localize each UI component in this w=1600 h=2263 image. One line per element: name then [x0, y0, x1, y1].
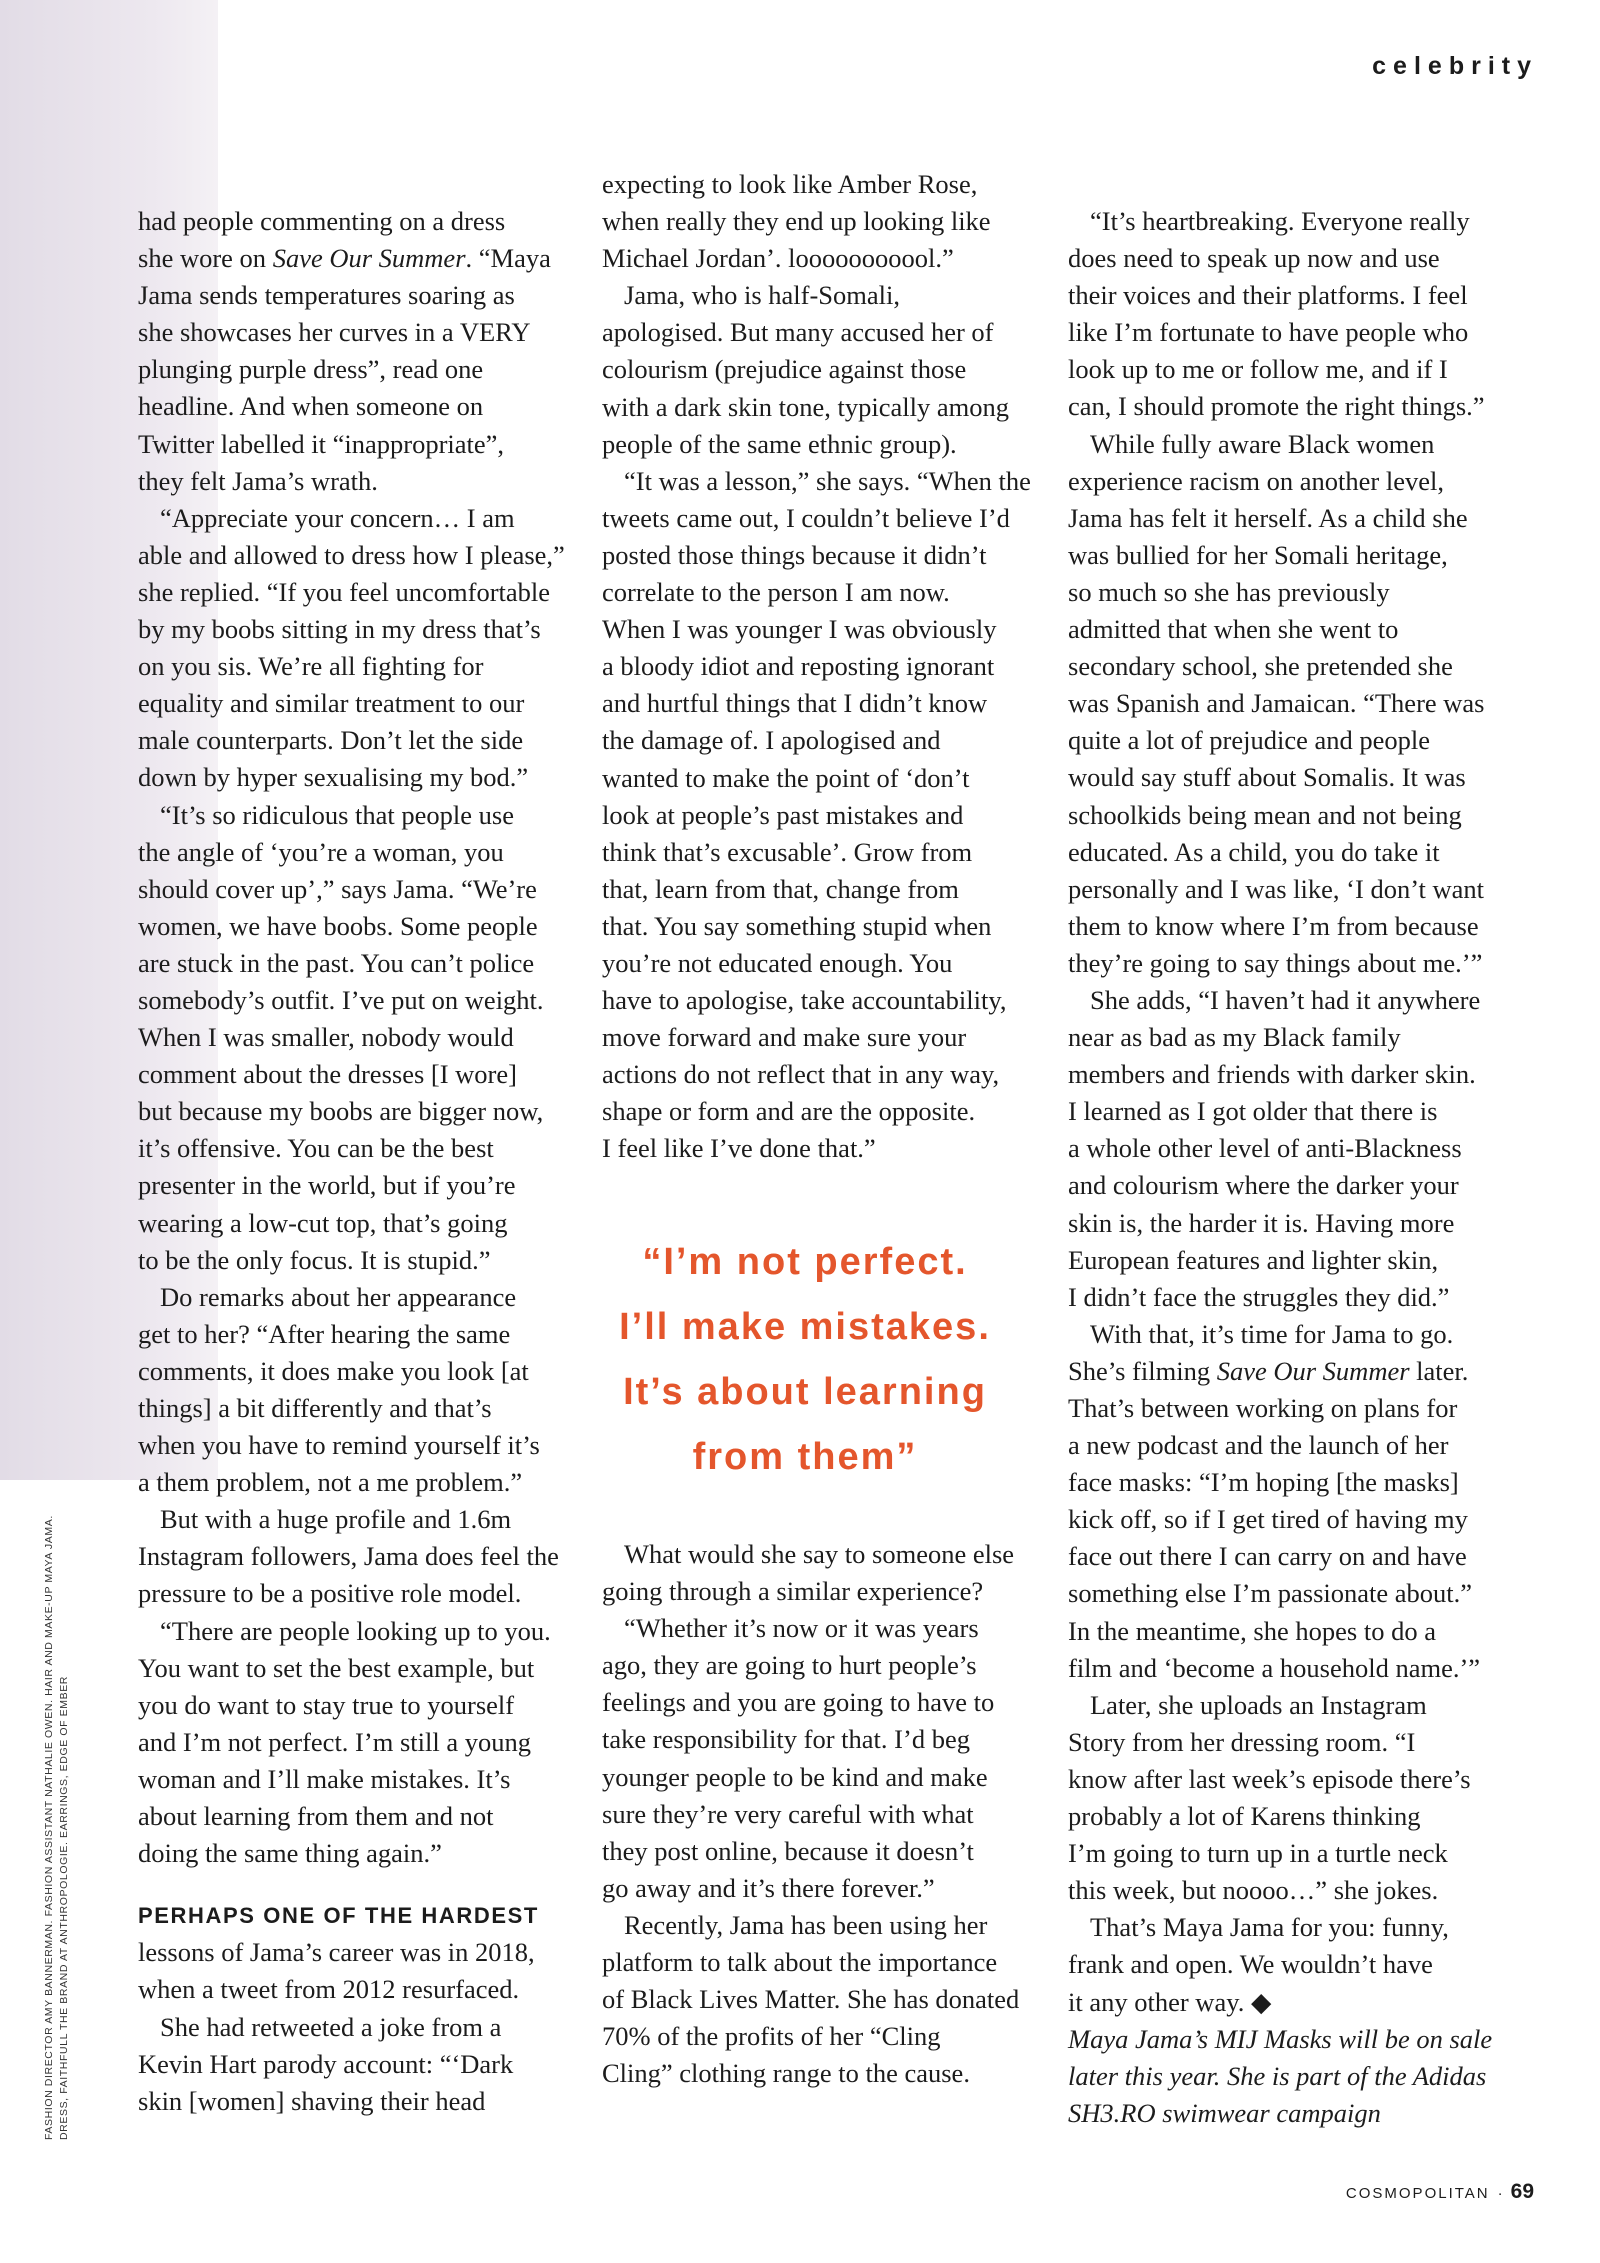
body-line: them to know where I’m from because: [1068, 910, 1479, 941]
body-line: Twitter labelled it “inappropriate”,: [138, 428, 505, 459]
body-line: of Black Lives Matter. She has donated: [602, 1984, 1020, 2015]
body-line: get to her? “After hearing the same: [138, 1318, 511, 1349]
body-line: That’s between working on plans for: [1068, 1393, 1458, 1423]
body-line: kick off, so if I get tired of having my: [1068, 1504, 1468, 1535]
body-line: “There are people looking up to you.: [160, 1615, 551, 1646]
body-line: While fully aware Black women: [1090, 428, 1435, 459]
body-line: presenter in the world, but if you’re: [138, 1170, 516, 1201]
caption-line: later this year. She is part of the Adidas: [1068, 2060, 1487, 2091]
magazine-name: COSMOPOLITAN: [1345, 2185, 1490, 2202]
body-line: are stuck in the past. You can’t police: [138, 947, 535, 978]
body-line: know after last week’s episode there’s: [1068, 1763, 1471, 1794]
body-line: was Spanish and Jamaican. “There was: [1068, 688, 1485, 719]
body-line: Jama has felt it herself. As a child she: [1068, 502, 1468, 533]
body-line: Instagram followers, Jama does feel the: [138, 1541, 559, 1572]
body-line: near as bad as my Black family: [1068, 1022, 1401, 1053]
body-line: with a dark skin tone, typically among: [602, 391, 1009, 422]
body-line: but because my boobs are bigger now,: [138, 1096, 544, 1127]
body-line: you’re not educated enough. You: [602, 947, 953, 978]
body-line: about learning from them and not: [138, 1801, 494, 1832]
body-line: women, we have boobs. Some people: [138, 910, 538, 941]
column-2-top: [602, 166, 1032, 1168]
body-line: “It’s so ridiculous that people use: [160, 799, 514, 830]
body-line: down by hyper sexualising my bod.”: [138, 762, 529, 793]
body-line: they’re going to say things about me.’”: [1068, 947, 1483, 978]
body-line: lessons of Jama’s career was in 2018,: [138, 1937, 535, 1968]
body-line: actions do not reflect that in any way,: [602, 1059, 1000, 1090]
body-line: sure they’re very careful with what: [602, 1798, 974, 1829]
body-line: can, I should promote the right things.”: [1068, 391, 1485, 422]
body-line: and colourism where the darker your: [1068, 1170, 1459, 1201]
body-line: personally and I was like, ‘I don’t want: [1068, 873, 1485, 904]
paragraph-gap: [138, 1872, 568, 1897]
body-line: she replied. “If you feel uncomfortable: [138, 576, 551, 607]
body-line: Jama sends temperatures soaring as: [138, 280, 515, 311]
body-line: does need to speak up now and use: [1068, 243, 1440, 274]
body-line: a new podcast and the launch of her: [1068, 1430, 1449, 1461]
body-line: schoolkids being mean and not being: [1068, 799, 1462, 830]
body-line: their voices and their platforms. I feel: [1068, 280, 1468, 311]
body-line: when a tweet from 2012 resurfaced.: [138, 1974, 520, 2005]
body-line: comment about the dresses [I wore]: [138, 1059, 517, 1090]
body-line: on you sis. We’re all fighting for: [138, 651, 484, 682]
body-line: film and ‘become a household name.’”: [1068, 1652, 1481, 1683]
body-line: Cling” clothing range to the cause.: [602, 2058, 970, 2089]
body-line: it’s offensive. You can be the best: [138, 1133, 494, 1164]
body-line: face out there I can carry on and have: [1068, 1541, 1467, 1572]
body-line: like I’m fortunate to have people who: [1068, 317, 1469, 348]
caption-line: SH3.RO swimwear campaign: [1068, 2097, 1381, 2128]
body-line: look at people’s past mistakes and: [602, 799, 964, 830]
body-line: face masks: “I’m hoping [the masks]: [1068, 1467, 1459, 1498]
body-line: skin is, the harder it is. Having more: [1068, 1207, 1455, 1238]
body-line: secondary school, she pretended she: [1068, 651, 1453, 682]
body-line: colourism (prejudice against those: [602, 354, 967, 385]
body-line: male counterparts. Don’t let the side: [138, 725, 524, 756]
body-line: I didn’t face the struggles they did.”: [1068, 1281, 1450, 1312]
body-line: when you have to remind yourself it’s: [138, 1430, 540, 1461]
body-line: move forward and make sure your: [602, 1022, 967, 1053]
body-line: the angle of ‘you’re a woman, you: [138, 836, 504, 867]
body-line: wanted to make the point of ‘don’t: [602, 762, 970, 793]
body-line: When I was smaller, nobody would: [138, 1022, 514, 1053]
credit-line: FASHION DIRECTOR AMY BANNERMAN. FASHION ASSISTANT NATHALIE OWEN. HAIR AND MAKE-UP MAYA JAMA.: [43, 1515, 55, 2140]
section-subhead: PERHAPS ONE OF THE HARDEST: [138, 1903, 539, 1929]
pull-quote-line: “I’m not perfect.: [642, 1241, 968, 1283]
body-line: apologised. But many accused her of: [602, 317, 994, 348]
pull-quote-line: I’ll make mistakes.: [619, 1306, 991, 1348]
body-line: they post online, because it doesn’t: [602, 1835, 974, 1866]
body-line: and I’m not perfect. I’m still a young: [138, 1726, 531, 1757]
body-line: correlate to the person I am now.: [602, 577, 950, 608]
body-line: members and friends with darker skin.: [1068, 1059, 1476, 1090]
section-label: celebrity: [1372, 52, 1538, 80]
body-line: She adds, “I haven’t had it anywhere: [1090, 984, 1481, 1015]
body-line: “Whether it’s now or it was years: [624, 1613, 979, 1644]
body-line: they felt Jama’s wrath.: [138, 465, 378, 496]
body-line: she showcases her curves in a VERY: [138, 317, 531, 348]
body-line: doing the same thing again.”: [138, 1838, 442, 1869]
body-line: wearing a low-cut top, that’s going: [138, 1207, 508, 1238]
body-line: a them problem, not a me problem.”: [138, 1467, 523, 1498]
body-line: and hurtful things that I didn’t know: [602, 688, 988, 719]
body-line: think that’s excusable’. Grow from: [602, 836, 973, 867]
body-line: What would she say to someone else: [624, 1539, 1015, 1569]
column-3: [1068, 203, 1498, 2132]
body-line: younger people to be kind and make: [602, 1761, 988, 1792]
body-line: look up to me or follow me, and if I: [1068, 354, 1448, 385]
body-line: shape or form and are the opposite.: [602, 1096, 976, 1127]
body-line: 70% of the profits of her “Cling: [602, 2021, 941, 2052]
body-line: had people commenting on a dress: [138, 206, 506, 236]
body-line: things] a bit differently and that’s: [138, 1393, 492, 1423]
body-line: it any other way. ◆: [1068, 1986, 1272, 2017]
column-1: [138, 203, 568, 2120]
body-line: she wore on Save Our Summer. “Maya: [138, 243, 551, 274]
body-line: I’m going to turn up in a turtle neck: [1068, 1838, 1448, 1869]
body-line: “It’s heartbreaking. Everyone really: [1090, 206, 1470, 236]
credit-line: DRESS, FAITHFULL THE BRAND AT ANTHROPOLOGIE. EARRINGS, EDGE OF EMBER: [58, 1676, 70, 2140]
body-line: to be the only focus. It is stupid.”: [138, 1244, 491, 1275]
body-line: “Appreciate your concern… I am: [160, 502, 515, 533]
body-line: by my boobs sitting in my dress that’s: [138, 614, 541, 645]
fashion-credit: [42, 1340, 72, 2140]
body-line: should cover up’,” says Jama. “We’re: [138, 873, 537, 904]
body-line: tweets came out, I couldn’t believe I’d: [602, 502, 1010, 533]
page-footer: [1346, 2180, 1534, 2204]
body-line: somebody’s outfit. I’ve put on weight.: [138, 984, 544, 1015]
body-line: admitted that when she went to: [1068, 614, 1399, 645]
body-line: pressure to be a positive role model.: [138, 1578, 522, 1609]
body-line: plunging purple dress”, read one: [138, 354, 484, 385]
body-line: feelings and you are going to have to: [602, 1687, 995, 1718]
body-line: I learned as I got older that there is: [1068, 1096, 1438, 1127]
body-line: European features and lighter skin,: [1068, 1244, 1439, 1275]
body-line: skin [women] shaving their head: [138, 2085, 486, 2116]
body-line: this week, but noooo…” she jokes.: [1068, 1875, 1439, 1906]
body-line: platform to talk about the importance: [602, 1947, 998, 1978]
body-line: that. You say something stupid when: [602, 910, 992, 941]
column-2-bottom: [602, 1536, 1032, 2092]
body-line: When I was younger I was obviously: [602, 614, 997, 645]
body-line: go away and it’s there forever.”: [602, 1872, 935, 1903]
body-line: a whole other level of anti-Blackness: [1068, 1133, 1462, 1164]
body-line: She’s filming Save Our Summer later.: [1068, 1355, 1469, 1386]
body-line: going through a similar experience?: [602, 1576, 984, 1607]
body-line: able and allowed to dress how I please,”: [138, 539, 565, 570]
body-line: have to apologise, take accountability,: [602, 985, 1007, 1016]
body-line: headline. And when someone on: [138, 391, 484, 422]
body-line: a bloody idiot and reposting ignorant: [602, 651, 995, 682]
body-line: She had retweeted a joke from a: [160, 2011, 502, 2042]
body-line: Do remarks about her appearance: [160, 1281, 517, 1312]
body-line: equality and similar treatment to our: [138, 688, 525, 719]
body-line: would say stuff about Somalis. It was: [1068, 762, 1466, 793]
body-line: take responsibility for that. I’d beg: [602, 1724, 970, 1755]
body-line: was bullied for her Somali heritage,: [1068, 539, 1448, 570]
body-line: ago, they are going to hurt people’s: [602, 1650, 977, 1681]
body-line: you do want to stay true to yourself: [138, 1689, 515, 1720]
body-line: quite a lot of prejudice and people: [1068, 725, 1431, 756]
body-line: Story from her dressing room. “I: [1068, 1726, 1416, 1757]
body-line: so much so she has previously: [1068, 576, 1390, 607]
body-line: Michael Jordan’. looooooooool.”: [602, 243, 954, 274]
body-line: the damage of. I apologised and: [602, 725, 941, 756]
footer-separator: ·: [1497, 2185, 1503, 2202]
pull-quote: [580, 1230, 1030, 1490]
pull-quote-line: It’s about learning: [623, 1371, 987, 1413]
body-line: expecting to look like Amber Rose,: [602, 169, 978, 199]
body-line: In the meantime, she hopes to do a: [1068, 1615, 1436, 1646]
body-line: educated. As a child, you do take it: [1068, 836, 1440, 867]
body-line: that, learn from that, change from: [602, 873, 959, 904]
body-line: when really they end up looking like: [602, 206, 991, 237]
body-line: Later, she uploads an Instagram: [1090, 1689, 1427, 1720]
body-line: Kevin Hart parody account: “‘Dark: [138, 2048, 514, 2079]
body-line: Jama, who is half-Somali,: [624, 280, 900, 311]
body-line: “It was a lesson,” she says. “When the: [624, 465, 1031, 496]
body-line: frank and open. We wouldn’t have: [1068, 1949, 1433, 1980]
body-line: You want to set the best example, but: [138, 1652, 535, 1683]
body-line: people of the same ethnic group).: [602, 428, 957, 459]
body-line: But with a huge profile and 1.6m: [160, 1504, 512, 1535]
body-line: experience racism on another level,: [1068, 465, 1444, 496]
body-line: That’s Maya Jama for you: funny,: [1090, 1912, 1449, 1943]
caption-line: Maya Jama’s MIJ Masks will be on sale: [1068, 2023, 1493, 2054]
body-line: probably a lot of Karens thinking: [1068, 1801, 1421, 1832]
body-line: comments, it does make you look [at: [138, 1355, 529, 1386]
body-line: Recently, Jama has been using her: [624, 1909, 988, 1940]
pull-quote-line: from them”: [692, 1436, 918, 1478]
body-line: With that, it’s time for Jama to go.: [1090, 1318, 1454, 1349]
body-line: something else I’m passionate about.”: [1068, 1578, 1473, 1609]
page-number: 69: [1510, 2180, 1534, 2203]
body-line: woman and I’ll make mistakes. It’s: [138, 1763, 511, 1794]
body-line: I feel like I’ve done that.”: [602, 1133, 876, 1164]
body-line: posted those things because it didn’t: [602, 539, 987, 570]
